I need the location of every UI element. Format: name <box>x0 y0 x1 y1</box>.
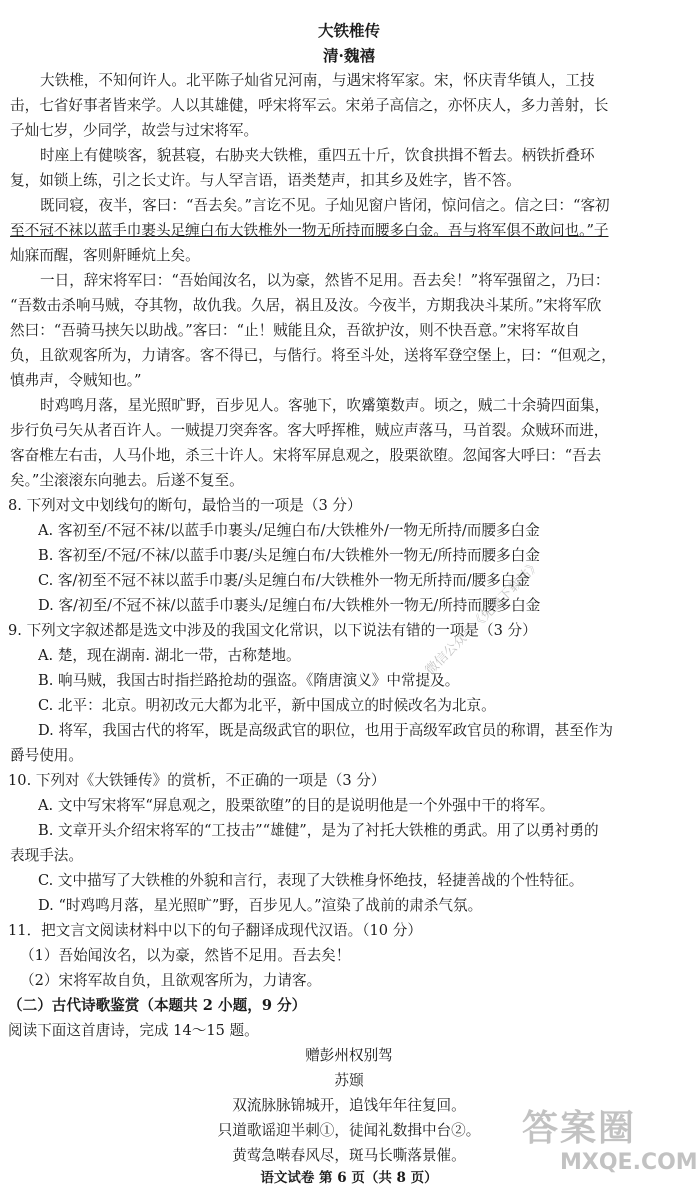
logo-watermark: 答案圈 <box>522 1108 637 1149</box>
question-9-option-d[interactable]: D. 将军，我国古代的将军，既是高级武官的职位，也用于高级军政官员的称谓，甚至作为 <box>38 722 614 739</box>
passage-line: 时座上有健啖客，貌甚寝，右胁夹大铁椎，重四五十斤，饮食拱揖不暂去。柄铁折叠环 <box>40 147 595 164</box>
question-9-option-b[interactable]: B. 响马贼，我国古时指拦路抢劫的强盗。《隋唐演义》中常提及。 <box>38 672 460 689</box>
passage-line: 矣。”尘滚滚东向驰去。后遂不复至。 <box>10 472 244 489</box>
question-11-item-1: （1）吾始闻汝名，以为豪，然皆不足用。吾去矣！ <box>20 947 351 964</box>
passage-line: 一日，辞宋将军曰：“吾始闻汝名，以为豪，然皆不足用。吾去矣！”将军强留之，乃曰： <box>40 272 610 289</box>
question-8-option-a[interactable]: A. 客初至/不冠不袜/以蓝手巾裹头/足缠白布/大铁椎外/一物无所持/而腰多白金 <box>38 522 540 539</box>
poem-line: 黄莺急啭春风尽，斑马长嘶落景催。 <box>232 1147 466 1164</box>
question-9-option-d-cont: 爵号使用。 <box>10 747 83 764</box>
passage-line: 复，如锁上练，引之长丈许。与人罕言语，语类楚声，扣其乡及姓字，皆不答。 <box>10 172 521 189</box>
section-2-heading: （二）古代诗歌鉴赏（本题共 2 小题，9 分） <box>8 997 307 1014</box>
passage-line: 时鸡鸣月落，星光照旷野，百步见人。客驰下，吹觱篥数声。顷之，贼二十余骑四面集， <box>40 397 610 414</box>
passage-author: 清·魏禧 <box>323 46 375 65</box>
passage-title: 大铁椎传 <box>317 21 380 40</box>
passage-line: 灿寐而醒，客则鼾睡炕上矣。 <box>10 247 200 264</box>
poem-author: 苏颋 <box>334 1072 364 1089</box>
question-10-option-b[interactable]: B. 文章开头介绍宋将军的“工技击”“雄健”，是为了衬托大铁椎的勇武。用了以勇衬勇的 <box>38 822 599 839</box>
passage-line: “吾数击杀响马贼，夺其物，故仇我。久居，祸且及汝。今夜半，方期我决斗某所。”宋将军欣 <box>10 297 602 314</box>
passage-line: 子灿七岁，少同学，故尝与过宋将军。 <box>10 122 259 139</box>
passage-line: 步行负弓矢从者百许人。一贼提刀突奔客。客大呼挥椎，贼应声落马，马首裂。众贼环而进， <box>10 422 609 439</box>
poem-line: 只道歌谣迎半刺①，徒闻礼数揖中台②。 <box>217 1122 481 1139</box>
poem-line: 双流脉脉锦城开，追饯年年往复回。 <box>232 1097 466 1114</box>
passage-line: 既同寝，夜半，客曰：“吾去矣。”言讫不见。子灿见窗户皆闭，惊问信之。信之曰：“客初 <box>40 197 610 214</box>
question-10-option-a[interactable]: A. 文中写宋将军“屏息观之，股栗欲堕”的目的是说明他是一个外强中干的将军。 <box>38 797 555 814</box>
question-8-option-d[interactable]: D. 客/初至/不冠不袜/以蓝手巾裹头/足缠白布/大铁椎外一物无/所持而腰多白金 <box>38 597 541 614</box>
passage-line: 大铁椎，不知何许人。北平陈子灿省兄河南，与遇宋将军家。宋，怀庆青华镇人，工技 <box>40 72 595 89</box>
url-watermark: MXQE.COM <box>560 1150 698 1175</box>
question-8-option-b[interactable]: B. 客初至/不冠/不袜/以蓝手巾裹/头足缠白布/大铁椎外一物无/所持而腰多白金 <box>38 547 540 564</box>
question-9-option-c[interactable]: C. 北平：北京。明初改元大都为北平，新中国成立的时候改名为北京。 <box>38 697 496 714</box>
question-10-option-c[interactable]: C. 文中描写了大铁椎的外貌和言行，表现了大铁椎身怀绝技，轻捷善战的个性特征。 <box>38 872 584 889</box>
question-10-option-b-cont: 表现手法。 <box>10 847 83 864</box>
diagonal-watermark: 微信公众号《免费下载站》 <box>422 557 544 679</box>
page-footer: 语文试卷 第 6 页（共 8 页） <box>260 1170 438 1186</box>
passage-line: 慎弗声，令贼知也。” <box>10 372 142 389</box>
question-9-stem: 9. 下列文字叙述都是选文中涉及的我国文化常识，以下说法有错的一项是（3 分） <box>8 622 537 639</box>
passage-line: 负，且欲观客所为，力请客。客不得已，与偕行。将至斗处，送将军登空堡上，曰：“但观之， <box>10 347 616 364</box>
question-11-stem: 11．把文言文阅读材料中以下的句子翻译成现代汉语。（10 分） <box>8 922 422 939</box>
passage-line: 客奋椎左右击，人马仆地，杀三十许人。宋将军屏息观之，股栗欲堕。忽闻客大呼曰：“吾去 <box>10 447 602 464</box>
question-8-option-c[interactable]: C. 客/初至不冠不袜以蓝手巾裹/头足缠白布/大铁椎外一物无所持而/腰多白金 <box>38 572 531 589</box>
passage-line: 击，七省好事者皆来学。人以其雄健，呼宋将军云。宋弟子高信之，亦怀庆人，多力善射，长 <box>10 97 609 114</box>
question-10-stem: 10. 下列对《大铁锤传》的赏析，不正确的一项是（3 分） <box>8 772 386 789</box>
passage-line: 然曰：“吾骑马挟矢以助战。”客曰：“止！贼能且众，吾欲护汝，则不快吾意。”宋将军故自 <box>10 322 580 339</box>
question-11-item-2: （2）宋将军故自负，且欲观客所为，力请客。 <box>20 972 322 989</box>
passage-line-underlined: 至不冠不袜以蓝手巾裹头足缠白布大铁椎外一物无所持而腰多白金。吾与将军俱不敢问也。”子 <box>10 222 609 239</box>
question-8-stem: 8. 下列对文中划线句的断句，最恰当的一项是（3 分） <box>8 497 362 514</box>
question-9-option-a[interactable]: A. 楚，现在湖南. 湖北一带，古称楚地。 <box>38 647 301 664</box>
question-10-option-d[interactable]: D. “时鸡鸣月落，星光照旷”野，百步见人。”渲染了战前的肃杀气氛。 <box>38 897 483 914</box>
poem-title: 赠彭州权别驾 <box>305 1047 393 1064</box>
section-2-instruction: 阅读下面这首唐诗，完成 14～15 题。 <box>8 1022 259 1039</box>
